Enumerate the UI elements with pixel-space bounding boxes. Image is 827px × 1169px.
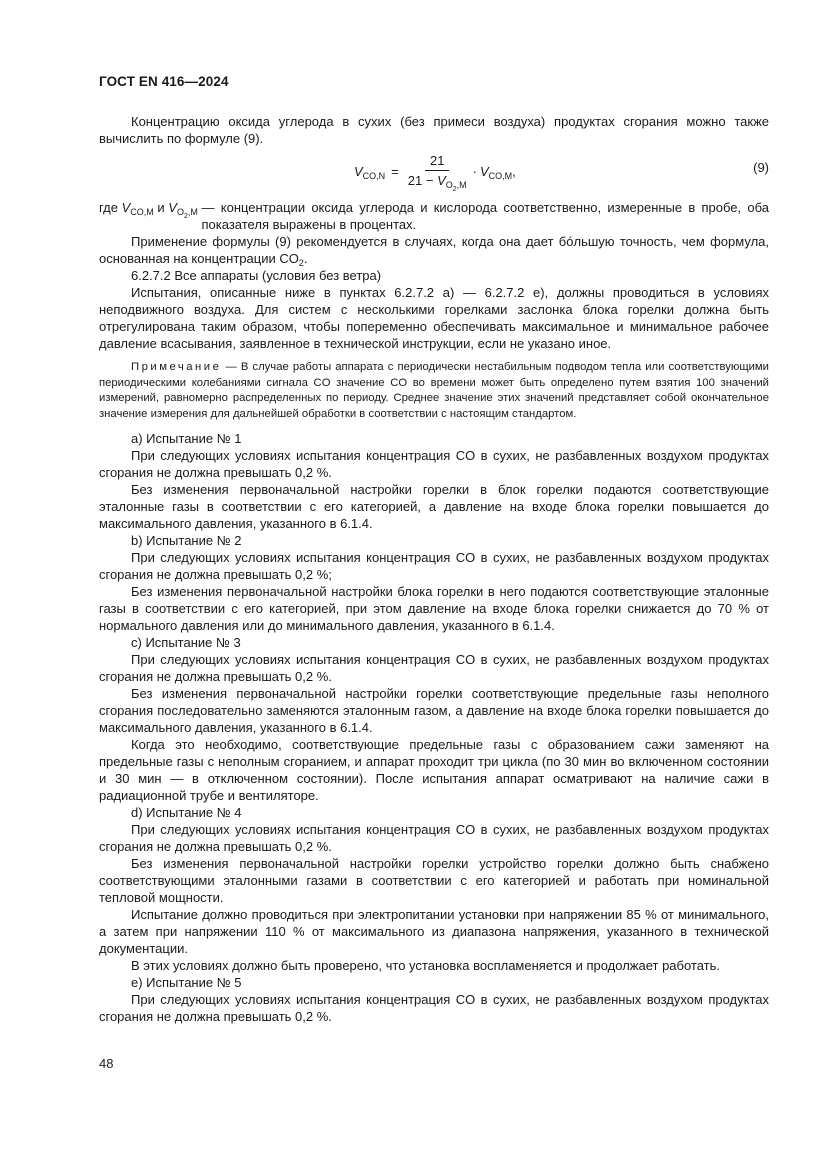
formula-where-text: — концентрации оксида углерода и кислорода соответственно, измеренные в пробе, оба показателя выражены в процентах. [201,200,769,232]
test-e-paragraph: При следующих условиях испытания концентрация CO в сухих, не разбавленных воздухом продуктах сгорания не должна превышать 0,2 %. [99,992,769,1024]
formula-lhs: $V_{CO,N}$ [354,163,386,181]
formula-intro: Концентрацию оксида углерода в сухих (без примеси воздуха) продуктах сгорания можно также вычислить по формуле (9). [99,114,769,146]
formula-numerator: 21 [425,152,449,171]
formula-denominator: $21 - V_{O_2,M}$ [407,173,467,193]
test-b-paragraph: Без изменения первоначальной настройки блока горелки в него подаются соответствующие эталонные газы в соответствии с его категорией, при этом давление на входе блока горелки снижается до 70 % от нормального давления или до минимального давления, указанного в 6.1.4. [99,584,769,633]
document-body [99,113,769,1025]
formula-times: · [472,163,477,179]
test-c-paragraph: Когда это необходимо, соответствующие предельные газы с образованием сажи заменяют на предельные газы с неполным сгоранием, и аппарат проходит три цикла (по 30 мин во включенном состоянии и 30 мин — в отключенном состоянии). После испытания аппарат осматривают на наличие сажи в радиационной трубе и вентиляторе. [99,737,769,803]
test-a-paragraph: При следующих условиях испытания концентрация CO в сухих, не разбавленных воздухом продуктах сгорания не должна превышать 0,2 %. [99,448,769,480]
test-b-paragraph: При следующих условиях испытания концентрация CO в сухих, не разбавленных воздухом продуктах сгорания не должна превышать 0,2 %; [99,550,769,582]
document-header: ГОСТ EN 416—2024 [99,74,229,89]
test-a-paragraph: Без изменения первоначальной настройки горелки в блок горелки подаются соответствующие эталонные газы в соответствии с его категорией, а давление на входе блока горелки повышается до максимального давления, указанного в 6.1.4. [99,482,769,531]
test-c-paragraph: При следующих условиях испытания концентрация CO в сухих, не разбавленных воздухом продуктах сгорания не должна превышать 0,2 %. [99,652,769,684]
formula-rhs: $V_{CO,M}$, [480,163,516,181]
test-d-paragraph: В этих условиях должно быть проверено, что установка воспламеняется и продолжает работать. [131,958,721,973]
test-e-title: e) Испытание № 5 [131,975,242,990]
test-a-title: a) Испытание № 1 [131,431,242,446]
formula-9 [99,149,769,195]
test-b-title: b) Испытание № 2 [131,533,242,548]
formula-equals: = [391,163,399,179]
formula-usage: Применение формулы (9) рекомендуется в случаях, когда она дает бóльшую точность, чем формула, основанная на концентрации $CO_2$. [99,234,769,268]
section-intro: Испытания, описанные ниже в пунктах 6.2.7.2 a) — 6.2.7.2 e), должны проводиться в условиях неподвижного воздуха. Для систем с несколькими горелками заслонка блока горелки должна быть отрегулирована таким образом, чтобы попеременно обеспечивать максимальное и минимальное рабочее давление всасывания, заявленное в технической инструкции, если не указано иное. [99,285,769,351]
formula-where-vars: где $V_{CO,M}$ и $V_{O_2,M}$ [99,200,198,220]
test-d-paragraph: При следующих условиях испытания концентрация CO в сухих, не разбавленных воздухом продуктах сгорания не должна превышать 0,2 %. [99,822,769,854]
section-heading: 6.2.7.2 Все аппараты (условия без ветра) [131,268,382,283]
formula-number: (9) [753,160,769,175]
note [99,360,769,422]
formula-fraction [407,152,467,193]
test-c-paragraph: Без изменения первоначальной настройки горелки соответствующие предельные газы неполного сгорания последовательно заменяются эталонным газом, а давление на входе блока горелки повышается до максимального давления, указанного в 6.1.4. [99,686,769,735]
test-c-title: c) Испытание № 3 [131,635,241,650]
formula-where [99,199,769,233]
note-label: Примечание [131,361,222,373]
test-d-paragraph: Без изменения первоначальной настройки горелки устройство горелки должно быть снабжено соответствующими эталонными газами в соответствии с его категорией и работать при номинальной тепловой мощности. [99,856,769,905]
note-text: — В случае работы аппарата с периодически нестабильным подводом тепла или соответствующими периодическими колебаниями сигнала CO значение CO во времени может быть определено путем взятия 100 значений измерений, равномерно распределенных по периоду. Среднее значение этих значений представляет собой окончательное значение измерения для дальнейшей обработки в соответствии с настоящим стандартом. [99,361,769,420]
test-d-paragraph: Испытание должно проводиться при электропитании установки при напряжении 85 % от минимального, а затем при напряжении 110 % от максимального из диапазона напряжения, указанного в технической документации. [99,907,769,956]
page-number: 48 [99,1056,114,1071]
formula-expression [354,152,516,193]
test-d-title: d) Испытание № 4 [131,805,242,820]
